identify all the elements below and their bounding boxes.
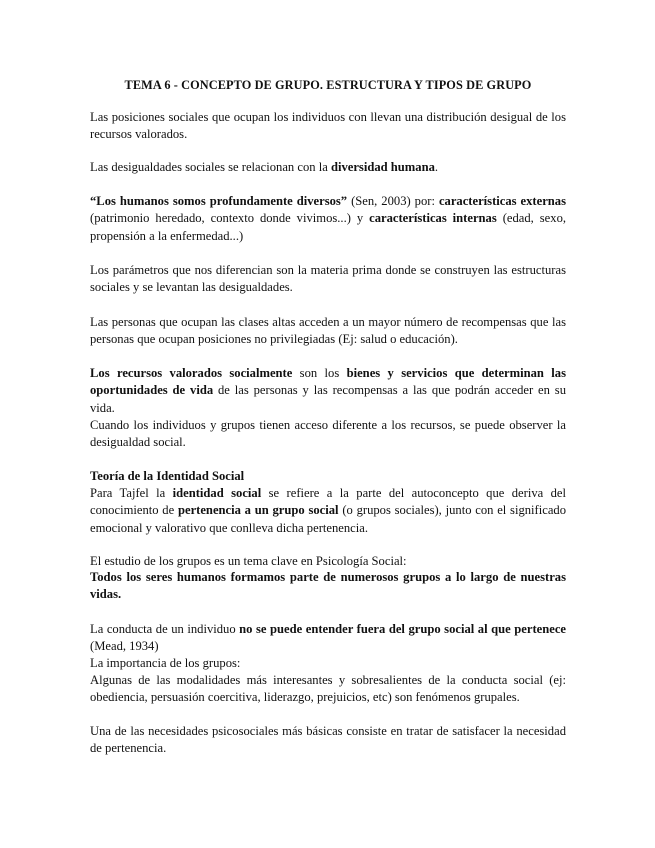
bold-text: características externas — [438, 194, 566, 208]
text-run: La importancia de los grupos: — [90, 656, 241, 670]
section-heading — [90, 468, 566, 485]
bold-text: Todos los seres humanos formamos parte de numerosos grupos a lo largo de nuestras vidas. — [90, 570, 566, 602]
bold-text: identidad social — [172, 486, 262, 500]
bold-text: bienes y servicios que determinan las oportunidades de vida — [90, 366, 566, 398]
text-run: Las desigualdades sociales se relacionan con la — [90, 160, 331, 174]
bold-text: características internas — [369, 211, 497, 226]
paragraph — [90, 485, 566, 537]
paragraph — [90, 365, 566, 417]
text-run: . — [434, 160, 439, 174]
paragraph — [90, 314, 566, 349]
bold-text: Los recursos valorados socialmente — [90, 366, 293, 380]
bold-text: “Los humanos somos profundamente diversos” — [90, 194, 348, 208]
paragraph — [90, 621, 566, 656]
bold-text: diversidad humana — [330, 160, 435, 174]
text-run: Algunas de las modalidades más interesantes y sobresalientes de la conducta social (ej: obediencia, persuasión coercitiva, liderazgo, prejuicios, etc) son fenómenos grupales. — [90, 673, 566, 705]
text-run: El estudio de los grupos es un tema clave en Psicología Social: — [90, 554, 407, 568]
paragraph — [90, 109, 566, 144]
document-title: TEMA 6 - CONCEPTO DE GRUPO. ESTRUCTURA Y TIPOS DE GRUPO — [124, 78, 532, 92]
paragraph — [90, 672, 566, 707]
paragraph — [90, 553, 566, 570]
text-run: Una de las necesidades psicosociales más básicas consiste en tratar de satisfacer la necesidad de pertenencia. — [90, 724, 566, 756]
bold-text: no se puede entender fuera del grupo social al que pertenece — [239, 622, 566, 636]
bold-text: Teoría de la Identidad Social — [90, 469, 245, 483]
paragraph — [90, 159, 566, 176]
text-run: (patrimonio heredado, contexto donde vivimos...) y — [90, 211, 370, 226]
text-run: de las personas y las recompensas a las que podrán acceder en su vida. — [90, 383, 566, 415]
text-run: La conducta de un individuo — [90, 622, 240, 636]
text-run: Las posiciones sociales que ocupan los individuos con llevan una distribución desigual de los recursos valorados. — [90, 110, 566, 142]
paragraph — [90, 193, 566, 245]
text-run: Para Tajfel la — [90, 486, 173, 500]
bold-text: pertenencia a un grupo social — [177, 503, 339, 518]
text-run: (Mead, 1934) — [90, 639, 159, 654]
paragraph — [90, 569, 566, 604]
paragraph — [90, 262, 566, 297]
paragraph — [90, 655, 566, 672]
text-run: (Sen, 2003) por: — [347, 194, 439, 208]
text-run: Las personas que ocupan las clases altas acceden a un mayor número de recompensas que las personas que ocupan posiciones no privilegiadas (Ej: salud o educación). — [90, 315, 566, 347]
paragraph — [90, 723, 566, 758]
paragraph — [90, 417, 566, 452]
text-run: se refiere a la parte del autoconcepto que deriva del conocimiento de — [90, 486, 567, 518]
text-run: son los — [292, 366, 347, 380]
text-run: (o grupos sociales), junto con el significado emocional y valorativo que conlleva dicha pertenencia. — [90, 503, 567, 535]
text-run: Cuando los individuos y grupos tienen acceso diferente a los recursos, se puede observer la desigualdad social. — [90, 418, 566, 450]
text-run: Los parámetros que nos diferencian son la materia prima donde se construyen las estructuras sociales y se levantan las desigualdades. — [90, 263, 566, 295]
text-run: (edad, sexo, propensión a la enfermedad...) — [90, 211, 567, 243]
